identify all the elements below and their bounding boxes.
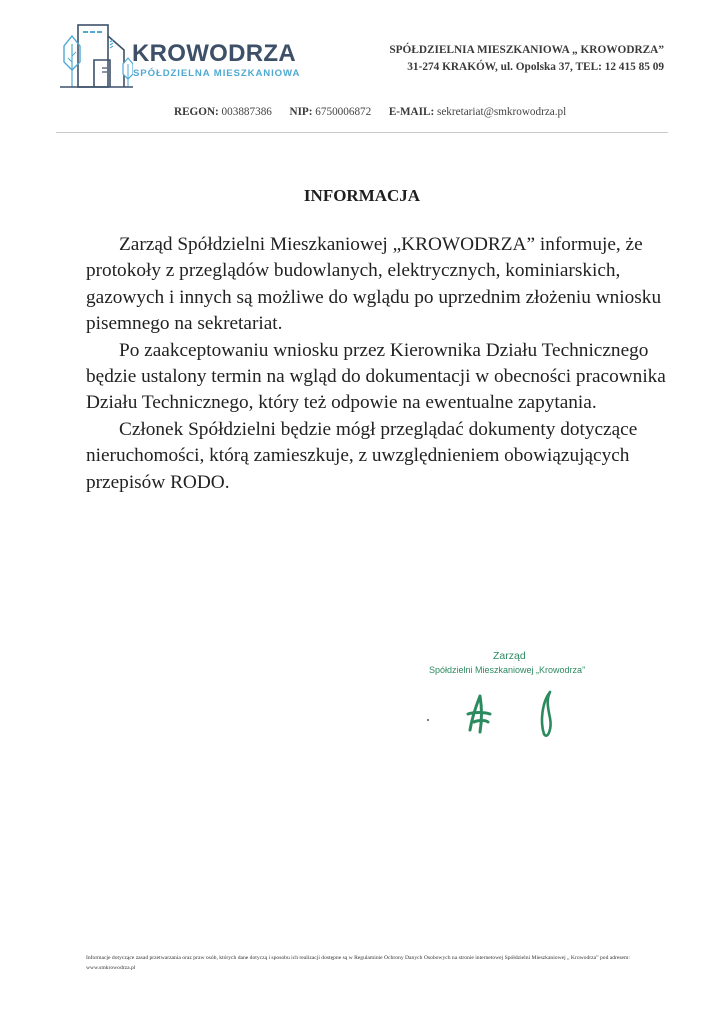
signature-stamp: [400, 648, 620, 748]
nip-label: NIP:: [289, 106, 313, 118]
gdpr-footer-note: Informacje dotyczące zasad przetwarzania oraz praw osób, których dane dotyczą i sposobu ich realizacji dostępne są w Regulaminie Ochrony Danych Osobowych na stronie internetowej Spółdzielni Mieszkaniowej „ Krowodrza” pod adresem: www.smkrowodrza.pl: [86, 955, 630, 971]
organization-address: 31-274 KRAKÓW, ul. Opolska 37, TEL: 12 415 85 09: [407, 61, 664, 73]
regon-value: 003887386: [221, 106, 272, 118]
header-divider: [56, 132, 668, 133]
document-title: INFORMACJA: [303, 186, 421, 205]
organization-name: SPÓŁDZIELNIA MIESZKANIOWA „ KROWODRZA”: [389, 44, 664, 56]
nip-value: 6750006872: [315, 106, 372, 118]
email-value: sekretariat@smkrowodrza.pl: [436, 106, 567, 118]
logo-name: KROWODRZA: [132, 40, 297, 67]
logo-subtitle: SPÓŁDZIELNA MIESZKANIOWA: [133, 68, 301, 79]
stamp-title: Zarząd: [493, 650, 526, 662]
paragraph: Zarząd Spółdzielni Mieszkaniowej „KROWODRZA” informuje, że protokoły z przeglądów budowlanych, elektrycznych, kominiarskich, gazowych i innych są możliwe do wglądu po uprzednim złożeniu wniosku pisemnego na sekretariat.: [86, 234, 662, 335]
building-logo-icon: [58, 22, 133, 92]
logo: [58, 22, 308, 94]
registration-info: [174, 106, 566, 118]
handwritten-signatures-icon: [400, 678, 620, 748]
paragraph: Członek Spółdzielni będzie mógł przeglądać dokumenty dotyczące nieruchomości, którą zamieszkuje, z uwzględnieniem obowiązujących przepisów RODO.: [86, 418, 638, 493]
organization-header: [389, 42, 664, 76]
email-label: E-MAIL:: [388, 106, 435, 118]
regon-label: REGON:: [174, 106, 219, 118]
stamp-organization: Spółdzielni Mieszkaniowej „Krowodrza”: [429, 665, 586, 675]
paragraph: Po zaakceptowaniu wniosku przez Kierownika Działu Technicznego będzie ustalony termin na wgląd do dokumentacji w obecności pracownika Działu Technicznego, który też odpowie na ewentualne zapytania.: [86, 339, 666, 414]
document-body: [86, 232, 666, 496]
